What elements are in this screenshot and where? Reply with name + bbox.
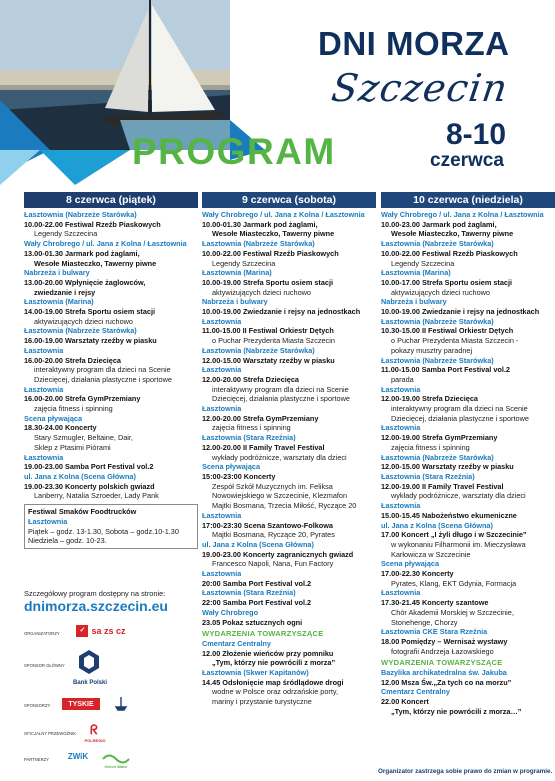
- event-detail: Dziecięcej, działania plastyczne i sportowe: [391, 413, 529, 423]
- venue-label: Łasztownia: [381, 501, 421, 511]
- venue-label: Łasztownia (Stara Rzeźnia): [381, 471, 475, 481]
- organizer-icon: ✓: [76, 625, 88, 637]
- venue-label: Wały Chrobrego: [202, 607, 259, 617]
- event-detail: Legendy Szczecina: [391, 258, 455, 268]
- event-detail: parada: [391, 374, 414, 384]
- venue-label: Wały Chrobrego / ul. Jana z Kolna / Łasztownia: [381, 210, 544, 219]
- schedule-list-saturday: [202, 210, 376, 707]
- venue-label: Łasztownia: [202, 404, 242, 414]
- event-detail: o Puchar Prezydenta Miasta Szczecin: [212, 336, 335, 346]
- event-line: 13.00-01.30 Jarmark pod żaglami,: [24, 248, 140, 258]
- day-header-friday: 8 czerwca (piątek): [24, 192, 198, 208]
- ship-emblem-icon: [113, 697, 129, 711]
- event-line: 12.00-19.00 Strefa Dziecięca: [381, 394, 478, 404]
- event-line: 16.00-20.00 Strefa Dziecięca: [24, 355, 121, 365]
- organizer-logo-text: sa zs cz: [91, 626, 126, 636]
- day-header-sunday: 10 czerwca (niedziela): [381, 192, 555, 208]
- venue-label: Łasztownia (Nabrzeże Starówka): [202, 239, 315, 249]
- event-detail: fotografii Andrzeja Łazowskiego: [391, 646, 494, 656]
- event-detail: Legendy Szczecina: [212, 258, 276, 268]
- venue-label: Łasztownia (Nabrzeże Starówka): [24, 210, 137, 219]
- event-line: 10.00-22.00 Festiwal Rzeźb Piaskowych: [24, 219, 161, 229]
- event-detail: zajęcia fitness i spinning: [34, 404, 113, 414]
- carrier-name: POLREGIO: [84, 737, 106, 743]
- city-script-logo: Szczecin: [328, 66, 511, 110]
- venue-label: Scena pływająca: [202, 462, 261, 472]
- event-line: 14.00-19.00 Strefa Sportu osiem stacji: [24, 307, 155, 317]
- venue-label: Łasztownia: [24, 345, 64, 355]
- venue-label: Łasztownia: [24, 384, 64, 394]
- column-sunday: [381, 192, 555, 717]
- event-detail: Karłowicza w Szczecinie: [391, 549, 471, 559]
- official-carrier-label: OFICJALNY PRZEWOŹNIK: [24, 731, 77, 736]
- event-detail: interaktywny program dla dzieci na Scenie: [34, 365, 171, 375]
- venue-label: Scena pływająca: [381, 559, 440, 569]
- venue-label: Łasztownia (Stara Rzeźnia): [202, 433, 296, 443]
- event-line: 12.00-20.00 II Family Travel Festival: [202, 442, 325, 452]
- section-heading: WYDARZENIA TOWARZYSZĄCE: [381, 658, 503, 668]
- venue-label: Łasztownia: [202, 316, 242, 326]
- event-line: 15:00-23:00 Koncerty: [202, 471, 276, 481]
- festival-month: czerwca: [430, 150, 504, 171]
- venue-label: Łasztownia (Nabrzeże Starówka): [381, 239, 494, 249]
- event-detail: Dziecięcej, działania plastyczne i sportowe: [212, 394, 350, 404]
- schedule-list-friday: [24, 210, 198, 501]
- event-line: 10.30-15.00 II Festiwal Orkiestr Dętych: [381, 326, 514, 336]
- venue-label: Wały Chrobrego / ul. Jana z Kolna / Łasztownia: [202, 210, 365, 219]
- partner-logo-zwik: ZWiK: [67, 751, 89, 761]
- venue-label: Łasztownia (Nabrzeże Starówka): [381, 316, 494, 326]
- event-line: Wesołe Miasteczko, Tawerny piwne: [391, 229, 514, 239]
- venue-label: Łasztownia: [202, 569, 242, 579]
- event-line: 12.00-15.00 Warsztaty rzeźby w piasku: [381, 462, 514, 472]
- event-line: 10.00-19.00 Zwiedzanie i rejsy na jednostkach: [202, 307, 361, 317]
- venue-label: Nabrzeża i bulwary: [24, 268, 90, 278]
- event-detail: aktywizujących dzieci ruchowo: [34, 316, 133, 326]
- venue-label: Cmentarz Centralny: [202, 638, 271, 648]
- section-heading: WYDARZENIA TOWARZYSZĄCE: [202, 629, 324, 639]
- event-line: 12.00-19.00 Strefa GymPrzemiany: [381, 433, 498, 443]
- event-detail: Dziecięcej, działania plastyczne i sportowe: [34, 374, 172, 384]
- footer-disclaimer: Organizator zastrzega sobie prawo do zmian w programie.: [378, 768, 553, 775]
- partners-label: PARTNERZY: [24, 757, 49, 762]
- venue-label: Łasztownia (Marina): [202, 268, 272, 278]
- bank-logo-icon: [79, 650, 99, 674]
- event-line: 19.00-23.00 Samba Port Festival vol.2: [24, 462, 154, 472]
- event-line: 10.00-19.00 Strefa Sportu osiem stacji: [202, 277, 333, 287]
- main-sponsor-name: Bank Polski: [72, 680, 107, 686]
- event-line: 22.00 Koncert: [381, 697, 429, 707]
- venue-label: Łasztownia: [381, 384, 421, 394]
- website-intro: Szczegółowy program dostępny na stronie:: [24, 589, 166, 598]
- event-line: 12.00-15.00 Warsztaty rzeźby w piasku: [202, 355, 335, 365]
- event-line: zwiedzanie i rejsy: [34, 287, 96, 297]
- event-line: 11.00-15.00 Samba Port Festival vol.2: [381, 365, 510, 375]
- event-line: 12.00 Msza Św.„Za tych co na morzu”: [381, 677, 512, 687]
- sponsors-label: SPONSORZY: [24, 703, 51, 708]
- event-line: 17.00 Koncert „I żyli długo i w Szczecinie”: [381, 530, 527, 540]
- event-line: 18.00 Pomiędzy – Wernisaż wystawy: [381, 636, 508, 646]
- event-line: 12.00-20.00 Strefa Dziecięca: [202, 374, 299, 384]
- event-line: „Tym, którzy nie powrócili z morza…”: [391, 706, 522, 716]
- event-line: 20:00 Samba Port Festival vol.2: [202, 578, 312, 588]
- event-detail: wykłady podróżnicze, warsztaty dla dzieci: [212, 452, 347, 462]
- day-header-saturday: 9 czerwca (sobota): [202, 192, 376, 208]
- event-line: 12.00-19.00 II Family Travel Festival: [381, 481, 504, 491]
- foodtruck-hours-2: Niedziela – godz. 10-23.: [28, 536, 107, 546]
- event-line: 10.00-22.00 Festiwal Rzeźb Piaskowych: [381, 248, 518, 258]
- venue-label: Łasztownia (Skwer Kapitanów): [202, 668, 309, 678]
- event-detail: Pyrates, Klang, EKT Gdynia, Formacja: [391, 578, 517, 588]
- event-line: 17.00-22.30 Koncerty: [381, 569, 454, 579]
- foodtruck-title: Festiwal Smaków Foodtrucków: [28, 507, 137, 517]
- event-detail: Stonehenge, Chorzy: [391, 617, 458, 627]
- organizer-logo: [66, 623, 136, 639]
- carrier-logo-icon: ᖇ: [90, 722, 98, 737]
- venue-label: Cmentarz Centralny: [381, 687, 450, 697]
- venue-label: Nabrzeża i bulwary: [202, 297, 268, 307]
- venue-label: Łasztownia CKE Stara Rzeźnia: [381, 627, 488, 637]
- event-detail: aktywizujących dzieci ruchowo: [391, 287, 490, 297]
- event-detail: Stary Szmugler, Beltaine, Dair,: [34, 433, 133, 443]
- event-line: 12.00 Złożenie wieńców przy pomniku: [202, 648, 334, 658]
- event-detail: Zespół Szkół Muzycznych im. Feliksa: [212, 481, 333, 491]
- foodtruck-location: Łasztownia: [28, 516, 68, 526]
- festival-dates: 8-10: [446, 118, 507, 151]
- event-detail: Majtki Bosmana, Ryczące 20, Pyrates: [212, 530, 335, 540]
- venue-label: Łasztownia (Nabrzeże Starówka): [381, 452, 494, 462]
- venue-label: Łasztownia (Nabrzeże Starówka): [24, 326, 137, 336]
- event-detail: o Puchar Prezydenta Miasta Szczecin -: [391, 336, 519, 346]
- event-detail: Majtki Bosmana, Trzecia Miłość, Ryczące 20: [212, 501, 357, 511]
- event-detail: interaktywny program dla dzieci na Scenie: [391, 404, 528, 414]
- event-line: 10.00-19.00 Zwiedzanie i rejsy na jednostkach: [381, 307, 540, 317]
- event-line: 19.00-23.30 Koncerty polskich gwiazd: [24, 481, 155, 491]
- venue-label: Łasztownia (Stara Rzeźnia): [202, 588, 296, 598]
- venue-label: ul. Jana z Kolna (Scena Główna): [24, 471, 136, 481]
- venue-label: Łasztownia: [381, 423, 421, 433]
- event-line: 10.00-23.00 Jarmark pod żaglami,: [381, 219, 497, 229]
- event-detail: Francesco Napoli, Nana, Fun Factory: [212, 559, 334, 569]
- event-line: Wesołe Miasteczko, Tawerny piwne: [212, 229, 335, 239]
- venue-label: Łasztownia: [202, 365, 242, 375]
- venue-label: ul. Jana z Kolna (Scena Główna): [202, 539, 314, 549]
- event-line: „Tym, którzy nie powrócili z morza”: [212, 658, 336, 668]
- event-line: 23.05 Pokaz sztucznych ogni: [202, 617, 303, 627]
- event-line: 22:00 Samba Port Festival vol.2: [202, 598, 312, 608]
- event-detail: zajęcia fitness i spinning: [212, 423, 291, 433]
- event-detail: Sklep z Ptasimi Piórami: [34, 442, 111, 452]
- website-link[interactable]: dnimorza.szczecin.eu: [24, 598, 168, 614]
- event-detail: Chór Akademii Morskiej w Szczecinie,: [391, 607, 514, 617]
- event-line: 18.30-24.00 Koncerty: [24, 423, 97, 433]
- event-line: 17:00-23:30 Scena Szantowo-Folkowa: [202, 520, 333, 530]
- event-line: 14.45 Odsłonięcie map śródlądowe drogi: [202, 677, 344, 687]
- venue-label: Bazylika archikatedralna św. Jakuba: [381, 668, 507, 678]
- event-line: 10.00-22.00 Festiwal Rzeźb Piaskowych: [202, 248, 339, 258]
- festival-title: DNI MORZA: [318, 25, 510, 62]
- main-sponsor-label: SPONSOR GŁÓWNY: [24, 663, 65, 668]
- foodtruck-box: [24, 504, 198, 549]
- event-line: 16.00-19.00 Warsztaty rzeźby w piasku: [24, 336, 157, 346]
- event-line: Wesołe Miasteczko, Tawerny piwne: [34, 258, 157, 268]
- event-line: 19.00-23.00 Koncerty zagranicznych gwiazd: [202, 549, 354, 559]
- organizer-label: ORGANIZATORZY: [24, 631, 60, 636]
- schedule-list-sunday: [381, 210, 555, 717]
- venue-label: Łasztownia: [202, 510, 242, 520]
- header: [0, 0, 555, 185]
- sponsor-logo-tyskie: TYSKIE: [62, 698, 100, 710]
- event-detail: mariny i przystanie turystyczne: [212, 697, 312, 707]
- event-line: 17.30-21.45 Koncerty szantowe: [381, 598, 489, 608]
- column-friday: [24, 192, 198, 549]
- event-detail: interaktywny program dla dzieci na Scenie: [212, 384, 349, 394]
- event-detail: pokazy musztry paradnej: [391, 345, 473, 355]
- venue-label: Łasztownia: [24, 452, 64, 462]
- event-line: 15.00-15.45 Nabożeństwo ekumeniczne: [381, 510, 517, 520]
- event-detail: w wykonaniu Filharmonii im. Mieczysława: [391, 539, 526, 549]
- event-line: 13.00-20.00 Wpłynięcie żaglowców,: [24, 277, 146, 287]
- venue-label: Łasztownia (Marina): [381, 268, 451, 278]
- venue-label: Łasztownia (Nabrzeże Starówka): [381, 355, 494, 365]
- event-detail: Nowowiejskiego w Szczecinie, Klezmafon: [212, 491, 348, 501]
- event-detail: wykłady podróżnicze, warsztaty dla dzieci: [391, 491, 526, 501]
- event-line: 16.00-20.00 Strefa GymPrzemiany: [24, 394, 141, 404]
- venue-label: Łasztownia (Marina): [24, 297, 94, 307]
- event-detail: wodne w Polsce oraz odrzańskie porty,: [212, 687, 338, 697]
- program-heading: PROGRAM: [132, 131, 336, 172]
- venue-label: Łasztownia: [381, 588, 421, 598]
- foodtruck-hours-1: Piątek – godz. 13-1.30, Sobota – godz.10-1.30: [28, 526, 179, 536]
- event-line: 10.00-17.00 Strefa Sportu osiem stacji: [381, 277, 512, 287]
- event-detail: Lanberry, Natalia Szroeder, Lady Pank: [34, 491, 159, 501]
- partner-wave-icon: [101, 750, 131, 764]
- event-line: 12.00-20.00 Strefa GymPrzemiany: [202, 413, 319, 423]
- column-saturday: [202, 192, 376, 707]
- venue-label: Łasztownia (Nabrzeże Starówka): [202, 345, 315, 355]
- event-line: 10.00-01.30 Jarmark pod żaglami,: [202, 219, 318, 229]
- event-detail: aktywizujących dzieci ruchowo: [212, 287, 311, 297]
- event-line: 11.00-15.00 II Festiwal Orkiestr Dętych: [202, 326, 334, 336]
- venue-label: ul. Jana z Kolna (Scena Główna): [381, 520, 493, 530]
- venue-label: Wały Chrobrego / ul. Jana z Kolna / Łasztownia: [24, 239, 187, 249]
- partner-name-green-wave: Green Wave: [104, 763, 128, 769]
- venue-label: Nabrzeża i bulwary: [381, 297, 447, 307]
- event-detail: Legendy Szczecina: [34, 229, 98, 239]
- venue-label: Scena pływająca: [24, 413, 83, 423]
- event-detail: zajęcia fitness i spinning: [391, 442, 470, 452]
